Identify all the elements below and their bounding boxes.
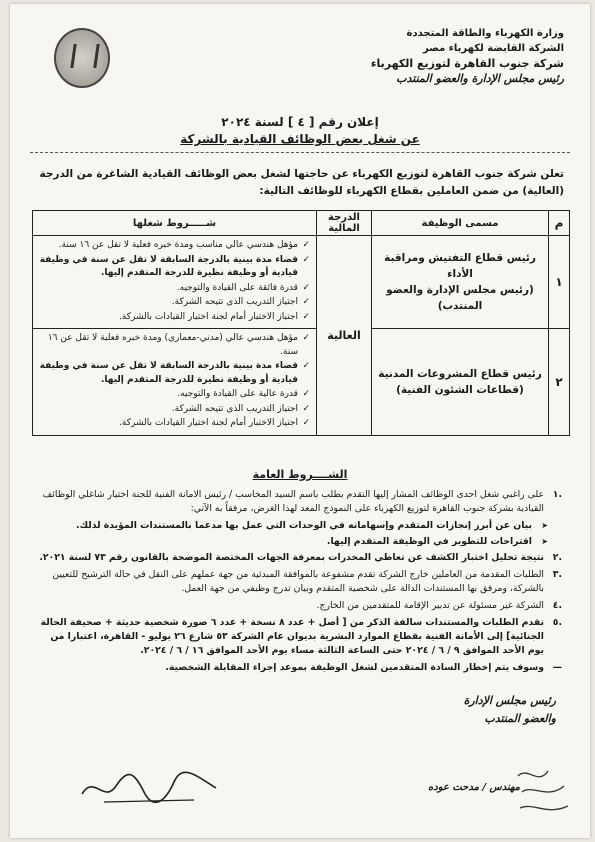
announcement-title (10, 114, 590, 148)
announcement-number: إعلان رقم [ ٤ ] لسنة ٢٠٢٤ (221, 115, 379, 129)
signatory-title-2: والعضو المنتدب (484, 712, 556, 725)
issuer-title: رئيس مجلس الإدارة والعضو المنتدب (396, 72, 564, 85)
job-title-sub: (رئيس مجلس الإدارة والعضو المنتدب) (386, 284, 534, 312)
signatory-name: مهندس / مدحت عوده (428, 782, 520, 793)
table-row (33, 236, 570, 329)
condition-item: ✓ قدرة عالية على القيادة والتوجيه. (39, 388, 310, 402)
condition-item: ✓ مؤهل هندسي عالي (مدني-معماري) ومدة خبره فعلية لا تقل عن ١٦ سنة. (39, 332, 310, 359)
row-number: ٢ (549, 329, 570, 436)
ministry-name: وزارة الكهرباء والطاقة المتجددة (406, 28, 564, 39)
term-item (36, 488, 562, 516)
jobs-table (32, 210, 570, 436)
handwritten-signature (74, 764, 224, 810)
notification-note: — وسوف يتم إخطار السادة المتقدمين لشغل الوظيفة بموعد إجراء المقابلة الشخصية. (36, 661, 562, 675)
term-item (36, 599, 562, 613)
term-number: .٢ (552, 552, 562, 563)
holding-company-name: الشركة القابضة لكهرباء مصر (423, 43, 564, 54)
row-number: ١ (549, 236, 570, 329)
col-number-header: م (549, 211, 570, 236)
table-row (33, 329, 570, 436)
term-text: على راغبي شغل احدى الوظائف المشار إليها التقدم بطلب باسم السيد المحاسب / رئيس الامانة الفنية للجنة اختيار شاغلي الوظائف القيادية بشركة جنوب القاهرة لتوزيع الكهرباء على النموذج المعد لهذا الغرض، مرفقاً به الآتي: (42, 489, 544, 514)
condition-item: ✓ اجتياز الاختبار أمام لجنة اختيار القيادات بالشركة. (39, 311, 310, 325)
col-job-header: مسمى الوظيفة (372, 211, 549, 236)
signatory-title: رئيس مجلس الإدارة (463, 694, 556, 707)
term-item (36, 551, 562, 565)
term-number: .٤ (552, 600, 562, 611)
term-number: .٣ (552, 569, 562, 580)
financial-degree: العالية (317, 236, 372, 436)
announcement-subject: عن شغل بعض الوظائف القيادية بالشركة (180, 132, 420, 146)
job-conditions (33, 329, 317, 436)
divider (30, 152, 570, 153)
table-header-row (33, 211, 570, 236)
term-subitem: ➤ اقتراحات للتطوير في الوظيفة المتقدم إليها. (36, 535, 562, 549)
condition-item: ✓ مؤهل هندسي عالي مناسب ومدة خبره فعلية لا تقل عن ١٦ سنة. (39, 239, 310, 253)
document-page (10, 4, 590, 838)
job-title-sub: (قطاعات الشئون الفنية) (396, 383, 524, 396)
condition-item: ✓ اجتياز التدريب الذى تتيحه الشركة. (39, 403, 310, 417)
condition-item: ✓ قضاء مدة بينية بالدرجة السابقة لا تقل عن سنة في وظيفة قيادية أو وظيفة نظيرة للدرجة المتقدم إليها. (39, 254, 310, 281)
term-item (36, 616, 562, 658)
job-title (372, 329, 549, 436)
term-number: .٥ (552, 617, 562, 628)
company-seal-logo (54, 28, 110, 88)
term-text: تقدم الطلبات والمستندات سالفة الذكر من [ أصل + عدد ٨ نسخة + عدد ٦ صورة شخصية حديثة + صحيفة الحالة الجنائية] إلى الأمانة الفنية بقطاع الموارد البشرية بديوان عام الشركة ٥٣ شارع ٢٦ يوليو - القاهرة، اعتبارا من يوم الأحد الموافق ٩ / ٦ / ٢٠٢٤ حتى الساعة الثالثة مساء يوم الأحد الموافق ١٦ / ٦ / ٢٠٢٤. (40, 617, 544, 656)
handwritten-note-mark (508, 756, 578, 826)
general-terms-heading: الشــــروط العامة (252, 468, 348, 481)
job-conditions (33, 236, 317, 329)
job-title-main: رئيس قطاع المشروعات المدنية (378, 367, 542, 380)
job-title (372, 236, 549, 329)
company-name: شركة جنوب القاهرة لتوزيع الكهرباء (370, 57, 564, 70)
job-title-main: رئيس قطاع التفتيش ومراقبة الأداء (384, 252, 536, 280)
letterhead (324, 26, 564, 86)
condition-item: ✓ قدرة فائقة على القيادة والتوجيه. (39, 282, 310, 296)
condition-item: ✓ اجتياز الاختبار أمام لجنة اختيار القيادات بالشركة. (39, 417, 310, 431)
condition-item: ✓ قضاء مدة بينية بالدرجة السابقة لا تقل عن سنة في وظيفة قيادية أو وظيفة نظيرة للدرجة المتقدم إليها. (39, 360, 310, 387)
term-text: الشركة غير مسئولة عن تدبير الإقامة للمتقدمين من الخارج. (316, 600, 544, 611)
col-degree-header: الدرجة المالية (317, 211, 372, 236)
term-text: نتيجة تحليل اختبار الكشف عن تعاطي المخدرات بمعرفة الجهات المختصة الموضحة بالقانون رقم ٧٣ لسنة ٢٠٢١. (39, 552, 544, 563)
general-terms (36, 488, 562, 675)
term-item (36, 568, 562, 596)
signature-block (464, 692, 556, 728)
term-text: الطلبات المقدمة من العاملين خارج الشركة تقدم مشفوعة بالموافقة المبدئية من جهة عملهم على النقل في حالة الترشيح للتعيين بالشركة، ومرفق بها المستندات الدالة على شخصية المتقدم وبيان تدرج وظيفي من جهة العمل. (52, 569, 544, 594)
intro-paragraph: تعلن شركة جنوب القاهرة لتوزيع الكهرباء عن حاجتها لشغل بعض الوظائف القيادية الشاغرة من الدرجة (العالية) من ضمن العاملين بقطاع الكهرباء للوظائف التالية: (39, 168, 564, 197)
condition-item: ✓ اجتياز التدريب الذى تتيحه الشركة. (39, 296, 310, 310)
term-number: .١ (552, 489, 562, 500)
term-subitem: ➤ بيان عن أبرز إنجازات المتقدم وإسهاماته في الوحدات التي عمل بها مدعما بالمستندات المؤيدة لذلك. (36, 519, 562, 533)
col-conditions-header: شـــــروط شغلها (33, 211, 317, 236)
